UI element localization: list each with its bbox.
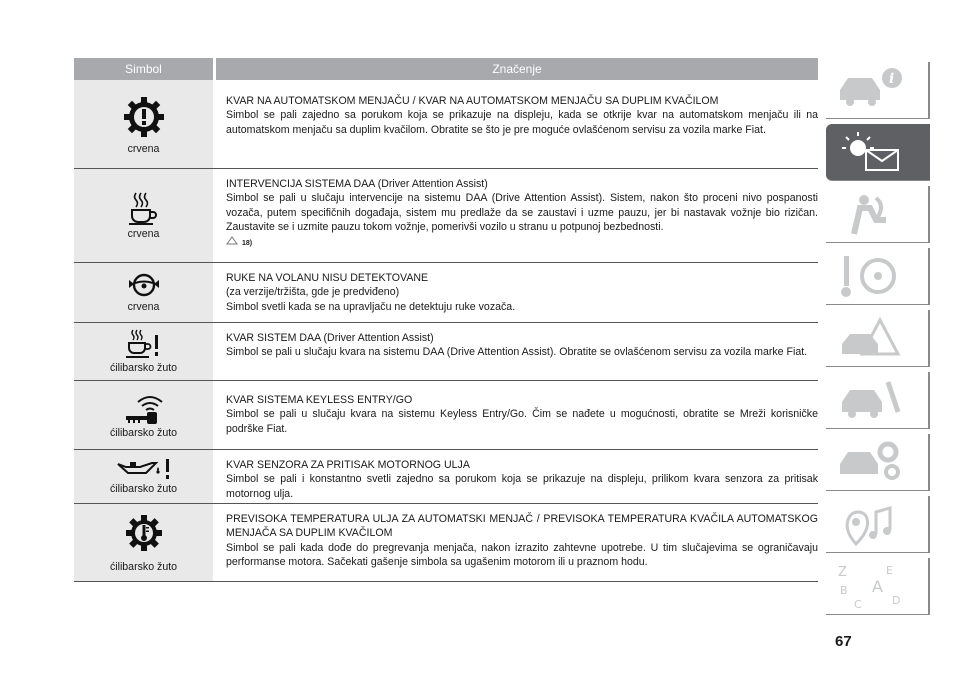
row-subtitle: (za verzije/tržišta, gde je predviđeno) — [226, 286, 400, 299]
svg-text:Z: Z — [838, 565, 847, 580]
row-body: Simbol se pali zajedno sa porukom koja se prikazuje na displeju, kada se otkrije kvar na automatskom menjaču ili na automatskom menjaču sa duplim kvačilom. Obratite se što je pre moguće ovlašćenom servisu za vozila marke Fiat. — [226, 109, 818, 136]
car-settings-gears-icon — [836, 438, 906, 486]
coffee-cup-warning-icon — [125, 329, 163, 359]
row-title: INTERVENCIJA SISTEMA DAA (Driver Attention Assist) — [226, 178, 488, 190]
color-label: crvena — [127, 228, 160, 240]
svg-text:D: D — [892, 594, 901, 607]
steering-wheel-hands-icon — [127, 272, 161, 298]
table-row — [74, 80, 818, 169]
color-label: ćilibarsko žuto — [109, 362, 178, 374]
row-title: KVAR NA AUTOMATSKOM MENJAČU / KVAR NA AUTOMATSKOM MENJAČU SA DUPLIM KVAČILOM — [226, 95, 719, 107]
tab-index[interactable] — [826, 558, 930, 615]
row-body: Simbol se pali i konstantno svetli zajedno sa porukom koja se prikazuje na displeju, prilikom kvara senzora za pritisak motornog ulja. — [226, 473, 818, 500]
svg-text:C: C — [854, 598, 862, 610]
note-reference — [226, 236, 818, 251]
alphabet-index-icon — [836, 562, 906, 610]
color-label: ćilibarsko žuto — [109, 483, 178, 495]
tab-car-info[interactable] — [826, 62, 930, 119]
table-row — [74, 450, 818, 504]
page-number: 67 — [835, 633, 852, 650]
transmission-fault-icon — [121, 94, 167, 140]
color-label: ćilibarsko žuto — [109, 560, 178, 573]
car-info-icon — [836, 66, 906, 114]
table-row — [74, 504, 818, 582]
row-title: KVAR SENZORA ZA PRITISAK MOTORNOG ULJA — [226, 459, 470, 471]
row-title: RUKE NA VOLANU NISU DETEKTOVANE — [226, 272, 429, 284]
row-body: Simbol se pali kada dođe do pregrevanja menjača, nakon izrazito zahtevne upotrebe. U tim slučajevima se ograničavaju performanse motora. Sačekati gašenje simbola sa ugašenim motorom ili u praznom hodu. — [226, 541, 818, 568]
table-row — [74, 323, 818, 381]
tab-warning-lights[interactable] — [826, 124, 930, 181]
row-body: Simbol se pali u slučaju kvara na sistemu Keyless Entry/Go. Čim se nađete u mogućnosti, obratite se Mreži korisničke podrške Fiat. — [226, 408, 818, 435]
table-row — [74, 169, 818, 263]
row-title: KVAR SISTEMA KEYLESS ENTRY/GO — [226, 394, 413, 406]
row-body: Simbol se pali u slučaju kvara na sistemu DAA (Drive Attention Assist). Obratite se ovlašćenom servisu za vozila marke Fiat. — [226, 346, 808, 359]
color-label: ćilibarsko žuto — [109, 426, 178, 439]
svg-text:A: A — [872, 577, 883, 596]
tab-emergency[interactable] — [826, 310, 930, 367]
tab-driving[interactable] — [826, 248, 930, 305]
tab-multimedia[interactable] — [826, 496, 930, 553]
svg-text:B: B — [840, 584, 848, 597]
keyless-key-icon — [124, 392, 164, 424]
seat-airbag-icon — [836, 190, 906, 238]
row-body: Simbol svetli kada se na upravljaču ne detektuju ruke vozača. — [226, 300, 516, 313]
steering-wheel-key-icon — [836, 252, 906, 300]
color-label: crvena — [127, 301, 160, 313]
color-label: crvena — [127, 142, 160, 155]
row-title: KVAR SISTEM DAA (Driver Attention Assist) — [226, 332, 434, 344]
svg-text:i: i — [889, 71, 895, 87]
tab-maintenance[interactable] — [826, 372, 930, 429]
header-symbol: Simbol — [74, 58, 213, 80]
coffee-cup-icon — [128, 191, 160, 225]
navigation-music-icon — [836, 500, 906, 548]
row-body: Simbol se pali u slučaju intervencije na sistemu DAA (Drive Attention Assist). Sistem, nakon što proceni nivo pospanosti vozača, putem specifičnih događaja, sistem mu predlaže da se zaustavi i uzme pauzu, jer bi nastavak vožnje bio rizičan. Zaustavite se i uzmite pauzu tokom vožnje, pomerivši vozilo u stranu u potpunoj bezbednosti. — [226, 192, 818, 233]
row-title: PREVISOKA TEMPERATURA ULJA ZA AUTOMATSKI MENJAČ / PREVISOKA TEMPERATURA KVAČILA AUTOMATSKOG MENJAČA SA DUPLIM KVAČILOM — [226, 513, 818, 540]
table-row — [74, 381, 818, 450]
oil-pressure-icon — [116, 458, 172, 480]
accident-triangle-icon — [836, 314, 906, 362]
svg-text:E: E — [886, 564, 893, 577]
header-meaning: Značenje — [216, 58, 818, 80]
transmission-temperature-icon — [124, 513, 164, 553]
warning-hand-icon — [226, 236, 238, 251]
chapter-tabs — [826, 62, 930, 620]
tab-technical-data[interactable] — [826, 434, 930, 491]
tab-safety[interactable] — [826, 186, 930, 243]
car-service-icon — [836, 376, 906, 424]
table-row — [74, 263, 818, 323]
warning-light-message-icon — [836, 128, 906, 176]
table-header — [74, 58, 818, 80]
note-number: 18) — [242, 239, 253, 247]
warning-light-table — [74, 58, 818, 582]
